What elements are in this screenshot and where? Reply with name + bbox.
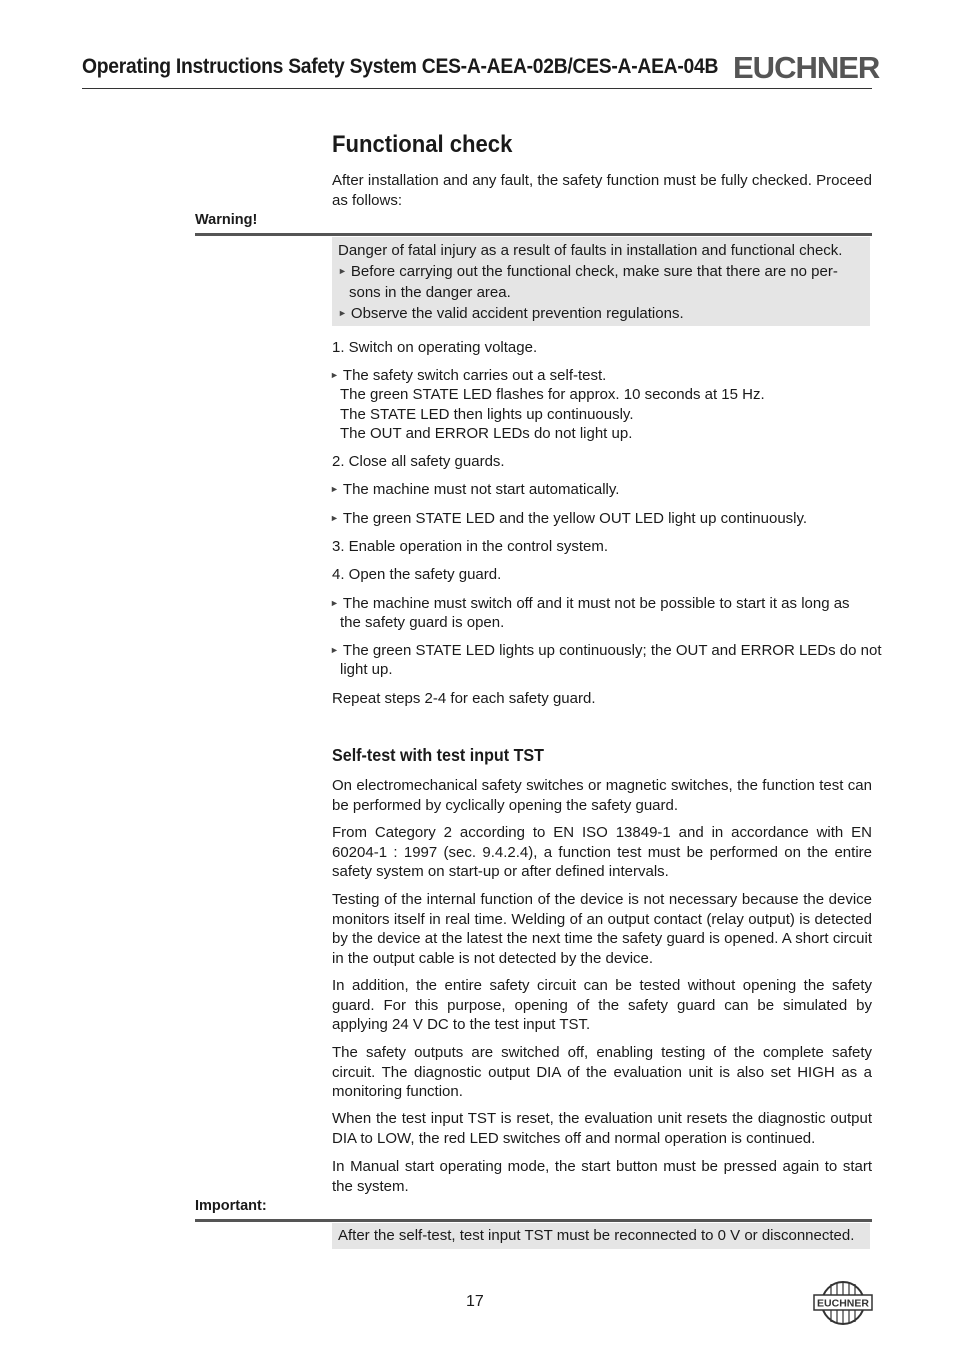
paragraph: From Category 2 according to EN ISO 13849-1 and in accordance with EN 60204-1 : 1997 (sec. 9.4.2.4), a function test must be performed on the entire safety system on start-up or after defined intervals.	[332, 824, 872, 880]
warning-divider	[195, 233, 872, 236]
arrow-icon: ►	[330, 513, 339, 523]
warning-text: Danger of fatal injury as a result of faults in installation and functional check.	[338, 242, 843, 259]
arrow-icon: ►	[330, 645, 339, 655]
header-divider	[82, 88, 872, 89]
section-heading-self-test: Self-test with test input TST	[332, 745, 544, 765]
result-item-line: light up.	[340, 661, 393, 678]
result-item: ► The green STATE LED and the yellow OUT LED light up continuously.	[330, 510, 808, 527]
important-box	[332, 1223, 870, 1249]
paragraph: The safety outputs are switched off, enabling testing of the complete safety circuit. The diagnostic output DIA of the evaluation unit is also set HIGH as a monitoring function.	[332, 1044, 872, 1100]
arrow-icon: ►	[338, 266, 347, 276]
warning-bullet: ► Before carrying out the functional check, make sure that there are no per-	[338, 263, 838, 280]
section-heading-functional-check: Functional check	[332, 131, 513, 158]
paragraph: When the test input TST is reset, the evaluation unit resets the diagnostic output DIA to LOW, the red LED switches off and normal operation is continued.	[332, 1110, 872, 1147]
warning-label: Warning!	[195, 212, 258, 228]
paragraph: In addition, the entire safety circuit can be tested without opening the safety guard. For this purpose, opening of the safety guard can be simulated by applying 24 V DC to the test input TST.	[332, 977, 872, 1033]
warning-bullet-continuation: sons in the danger area.	[349, 284, 511, 301]
step-1: 1. Switch on operating voltage.	[332, 339, 538, 356]
result-item-line: The green STATE LED flashes for approx. 10 seconds at 15 Hz.	[340, 386, 765, 403]
important-label: Important:	[195, 1198, 267, 1214]
page-number: 17	[466, 1293, 484, 1310]
result-item: ► The safety switch carries out a self-test.	[330, 367, 607, 384]
paragraph: Testing of the internal function of the device is not necessary because the device monitors itself in real time. Welding of an output contact (relay output) is detected by the device at the latest the next time the safety guard is opened. A short circuit in the output cable is not detected by the device.	[332, 891, 872, 967]
intro-paragraph: After installation and any fault, the safety function must be fully checked. Proceed as follows:	[332, 172, 872, 209]
arrow-icon: ►	[330, 484, 339, 494]
paragraph: On electromechanical safety switches or magnetic switches, the function test can be performed by cyclically opening the safety guard.	[332, 777, 872, 814]
result-item: ► The machine must not start automatically.	[330, 481, 620, 498]
step-3: 3. Enable operation in the control system.	[332, 538, 608, 555]
important-divider	[195, 1219, 872, 1222]
arrow-icon: ►	[338, 308, 347, 318]
warning-box	[332, 237, 870, 326]
step-4: 4. Open the safety guard.	[332, 566, 502, 583]
important-text: After the self-test, test input TST must be reconnected to 0 V or disconnected.	[338, 1227, 855, 1244]
result-item: ► The machine must switch off and it must not be possible to start it as long as	[330, 595, 850, 612]
paragraph: In Manual start operating mode, the start button must be pressed again to start the system.	[332, 1158, 872, 1195]
badge-text: EUCHNER	[817, 1297, 869, 1310]
result-item-line: The OUT and ERROR LEDs do not light up.	[340, 425, 633, 442]
result-item-line: the safety guard is open.	[340, 614, 505, 631]
document-title: Operating Instructions Safety System CES-A-AEA-02B/CES-A-AEA-04B	[82, 55, 719, 78]
brand-logo: EUCHNER	[733, 50, 880, 85]
arrow-icon: ►	[330, 370, 339, 380]
arrow-icon: ►	[330, 598, 339, 608]
euchner-badge-logo	[813, 1279, 873, 1327]
result-item: ► The green STATE LED lights up continuously; the OUT and ERROR LEDs do not	[330, 642, 882, 659]
repeat-note: Repeat steps 2-4 for each safety guard.	[332, 690, 596, 707]
step-2: 2. Close all safety guards.	[332, 453, 505, 470]
warning-bullet: ► Observe the valid accident prevention regulations.	[338, 305, 684, 322]
result-item-line: The STATE LED then lights up continuously.	[340, 406, 634, 423]
